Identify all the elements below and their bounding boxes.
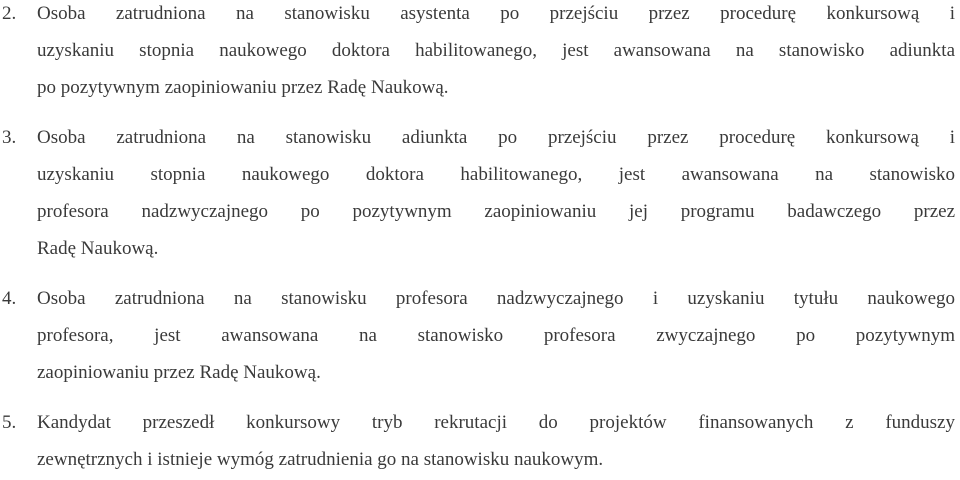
list-item-2 bbox=[0, 0, 960, 106]
text-line: Osoba zatrudniona na stanowisku adiunkta po przejściu przez procedurę konkursową i bbox=[37, 127, 955, 148]
text-line: uzyskaniu stopnia naukowego doktora habilitowanego, jest awansowana na stanowisko bbox=[37, 164, 955, 185]
text-line: po pozytywnym zaopiniowaniu przez Radę Naukową. bbox=[37, 77, 449, 98]
list-item-4 bbox=[0, 280, 960, 391]
list-item-5 bbox=[0, 404, 960, 478]
list-item-3 bbox=[0, 119, 960, 267]
text-line: Kandydat przeszedł konkursowy tryb rekrutacji do projektów finansowanych z funduszy bbox=[37, 412, 955, 433]
text-line: profesora nadzwyczajnego po pozytywnym zaopiniowaniu jej programu badawczego przez bbox=[37, 201, 955, 222]
text-line: Osoba zatrudniona na stanowisku asystenta po przejściu przez procedurę konkursową i bbox=[37, 3, 955, 24]
item-text bbox=[37, 280, 955, 391]
text-line: Osoba zatrudniona na stanowisku profesora nadzwyczajnego i uzyskaniu tytułu naukowego bbox=[37, 288, 955, 309]
item-text bbox=[37, 119, 955, 267]
item-number: 4. bbox=[2, 288, 17, 309]
text-line: Radę Naukową. bbox=[37, 238, 159, 259]
item-number: 5. bbox=[2, 412, 17, 433]
item-number: 2. bbox=[2, 3, 17, 24]
item-text bbox=[37, 404, 955, 478]
item-text bbox=[37, 0, 955, 106]
text-line: zaopiniowaniu przez Radę Naukową. bbox=[37, 362, 321, 383]
text-line: zewnętrznych i istnieje wymóg zatrudnienia go na stanowisku naukowym. bbox=[37, 449, 604, 470]
text-line: uzyskaniu stopnia naukowego doktora habilitowanego, jest awansowana na stanowisko adiunkta bbox=[37, 40, 955, 61]
item-number: 3. bbox=[2, 127, 17, 148]
text-line: profesora, jest awansowana na stanowisko profesora zwyczajnego po pozytywnym bbox=[37, 325, 955, 346]
